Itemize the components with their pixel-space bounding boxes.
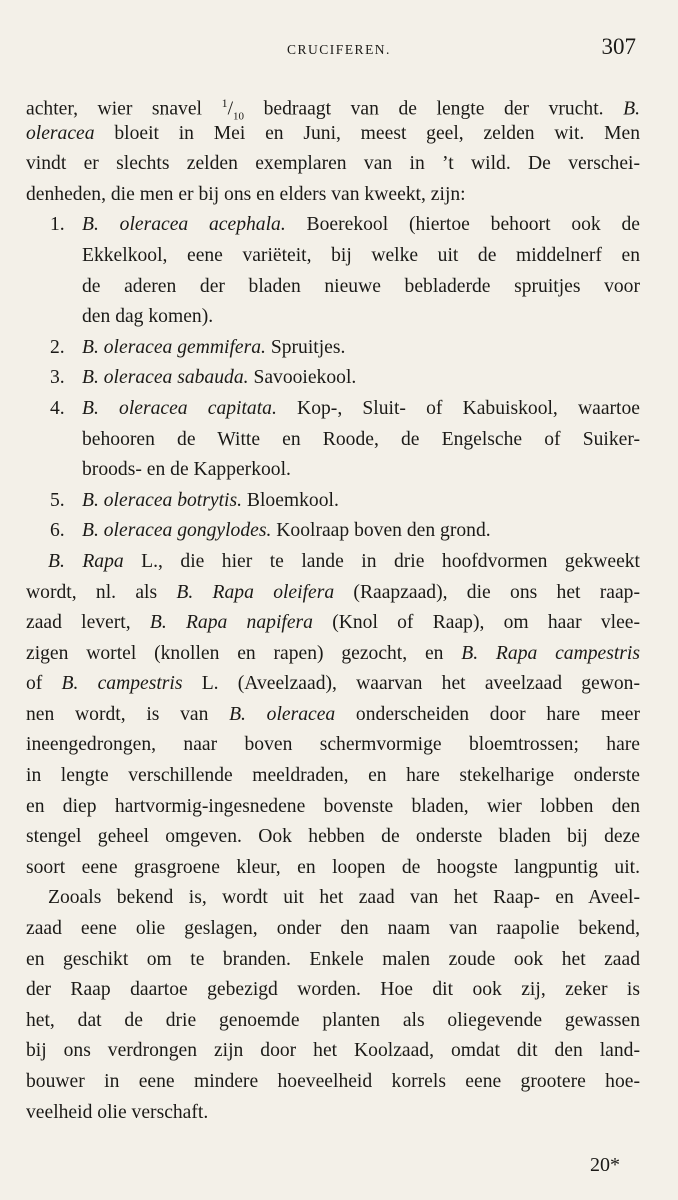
list-item: 1. B. oleracea acephala. Boerekool (hiertoe behoort ook de [50,214,640,236]
text-line: stengel geheel omgeven. Ook hebben de onderste bladen bij deze [26,826,640,848]
text-line: bij ons verdrongen zijn door het Koolzaad, omdat dit den land- [26,1040,640,1062]
list-item: 6. B. oleracea gongylodes. Koolraap boven den grond. [50,520,491,542]
text-line: ineengedrongen, naar boven schermvormige bloemtrossen; hare [26,734,640,756]
text-line: zaad eene olie geslagen, onder den naam van raapolie bekend, [26,918,640,940]
text-line: achter, wier snavel $^1/_{10}$ bedraagt van de lengte der vrucht. B. [26,96,640,123]
list-item: 4. B. oleracea capitata. Kop-, Sluit- of Kabuiskool, waartoe [50,397,640,419]
list-item-continuation: den dag komen). [82,306,214,328]
text-line: zigen wortel (knollen en rapen) gezocht, en B. Rapa campestris [26,642,640,664]
text-line: Zooals bekend is, wordt uit het zaad van het Raap- en Aveel- [48,887,640,909]
signature-mark: 20* [590,1154,620,1176]
text-line: oleracea bloeit in Mei en Juni, meest geel, zelden wit. Men [26,122,640,144]
running-head [0,30,678,70]
varieties-list [26,210,640,547]
list-item: 2. B. oleracea gemmifera. Spruitjes. [50,336,346,358]
text-line: B. Rapa L., die hier te lande in drie hoofdvormen gekweekt [48,550,641,572]
text-line: vindt er slechts zelden exemplaren van in ’t wild. De verschei- [26,153,640,175]
text-line: of B. campestris L. (Aveelzaad), waarvan het aveelzaad gewon- [26,673,640,695]
list-item: 3. B. oleracea sabauda. Savooiekool. [50,367,357,389]
text-line: veelheid olie verschaft. [26,1101,209,1123]
text-line: het, dat de drie genoemde planten als oliegevende gewassen [26,1009,640,1031]
text-line: bouwer in eene mindere hoeveelheid korrels eene grootere hoe- [26,1071,640,1092]
text-line: in lengte verschillende meeldraden, en hare stekelharige onderste [26,765,640,787]
text-line: soort eene grasgroene kleur, en loopen de hoogste langpuntig uit. [26,856,640,878]
list-item-continuation: broods- en de Kapperkool. [82,459,291,481]
text-line: en diep hartvormig-ingesnedene bovenste bladen, wier lobben den [26,795,640,817]
list-item-continuation: de aderen der bladen nieuwe bebladerde spruitjes voor [82,275,640,297]
list-item-continuation: Ekkelkool, eene variëteit, bij welke uit de middelnerf en [82,244,640,266]
text-line: nen wordt, is van B. oleracea onderscheiden door hare meer [26,703,640,725]
text-line: der Raap daartoe gebezigd worden. Hoe dit ook zij, zeker is [26,979,640,1001]
text-line: wordt, nl. als B. Rapa oleifera (Raapzaad), die ons het raap- [26,581,641,603]
body-text [26,88,640,1128]
list-item-continuation: behooren de Witte en Roode, de Engelsche of Suiker- [82,428,640,450]
page-number: 307 [601,34,636,59]
text-line: en geschikt om te branden. Enkele malen zoude ook het zaad [26,948,640,970]
text-line: zaad levert, B. Rapa napifera (Knol of Raap), om haar vlee- [26,612,640,634]
list-item: 5. B. oleracea botrytis. Bloemkool. [50,489,339,511]
running-title: CRUCIFEREN. [287,42,391,57]
text-line: denheden, die men er bij ons en elders van kweekt, zijn: [26,183,466,205]
